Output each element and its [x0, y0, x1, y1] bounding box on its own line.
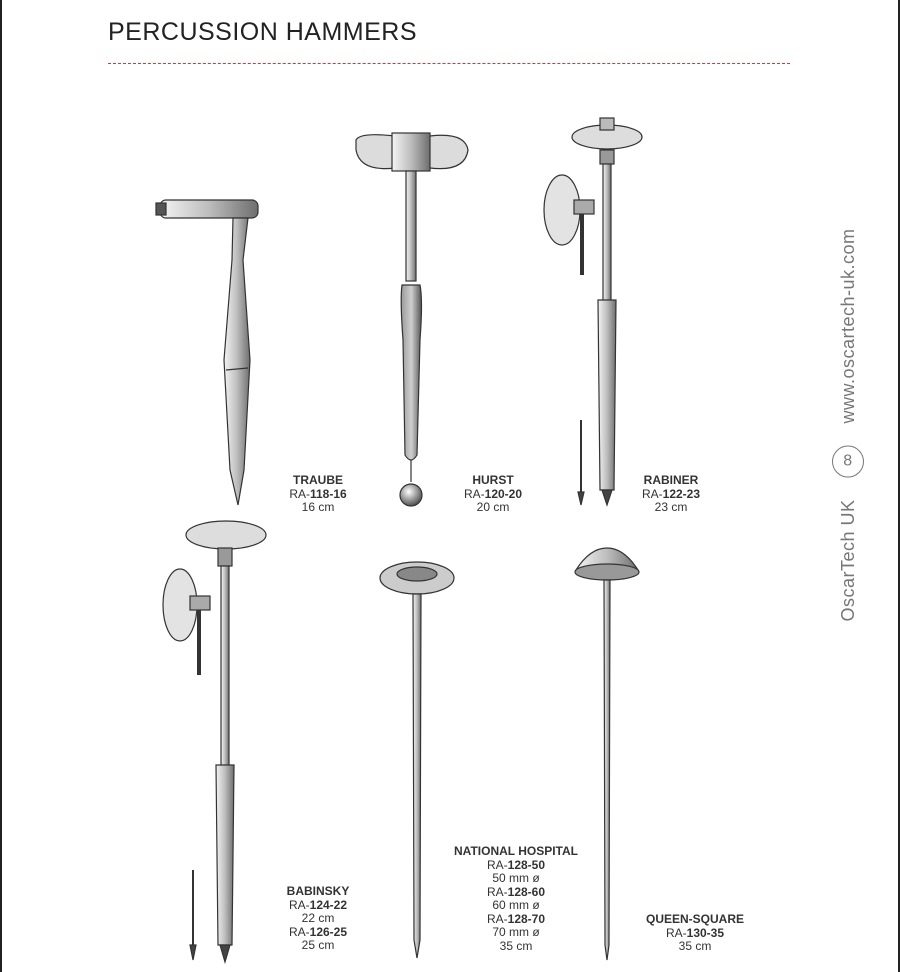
product-name: TRAUBE	[293, 473, 343, 487]
side-brand: OscarTech UK	[837, 499, 858, 622]
product-spec: 35 cm	[499, 938, 533, 953]
product-code: RA-124-22	[288, 897, 348, 912]
product-code: RA-128-50	[486, 857, 546, 872]
product-name: RABINER	[643, 473, 699, 487]
side-url: www.oscartech-uk.com	[837, 228, 858, 424]
product-spec: 35 cm	[678, 939, 712, 953]
product-code: RA-126-25	[288, 924, 348, 939]
product-spec: 60 mm ø	[492, 898, 540, 912]
product-spec: 22 cm	[301, 911, 335, 925]
product-label-babinsky	[270, 885, 366, 953]
product-name: QUEEN-SQUARE	[645, 912, 744, 926]
product-spec: 70 mm ø	[492, 925, 540, 939]
product-spec: 20 cm	[476, 500, 510, 514]
product-label-hurst	[446, 474, 540, 515]
product-spec: 23 cm	[654, 500, 688, 514]
product-label-queen-square	[630, 913, 760, 954]
page-title: PERCUSSION HAMMERS	[108, 18, 418, 46]
page-number: 8	[832, 446, 864, 478]
product-spec: 50 mm ø	[492, 871, 540, 885]
product-code: RA-122-23	[641, 486, 701, 501]
product-spec: 16 cm	[301, 500, 335, 514]
product-label-national-hospital	[440, 845, 592, 953]
product-label-rabiner	[624, 474, 718, 515]
product-label-traube	[272, 474, 364, 515]
product-code: RA-118-16	[289, 486, 347, 501]
product-code: RA-128-60	[486, 884, 546, 899]
product-name: NATIONAL HOSPITAL	[454, 844, 578, 858]
product-code: RA-120-20	[463, 486, 523, 501]
product-code: RA-128-70	[486, 911, 546, 926]
hurst-hammer-illustration	[356, 133, 468, 506]
babinsky-hammer-illustration	[163, 521, 266, 962]
product-name: BABINSKY	[286, 884, 350, 898]
traube-hammer-illustration	[156, 200, 258, 505]
product-spec: 25 cm	[301, 938, 335, 952]
product-name: HURST	[472, 473, 514, 487]
rabiner-hammer-illustration	[544, 118, 642, 505]
product-code: RA-130-35	[665, 925, 725, 940]
